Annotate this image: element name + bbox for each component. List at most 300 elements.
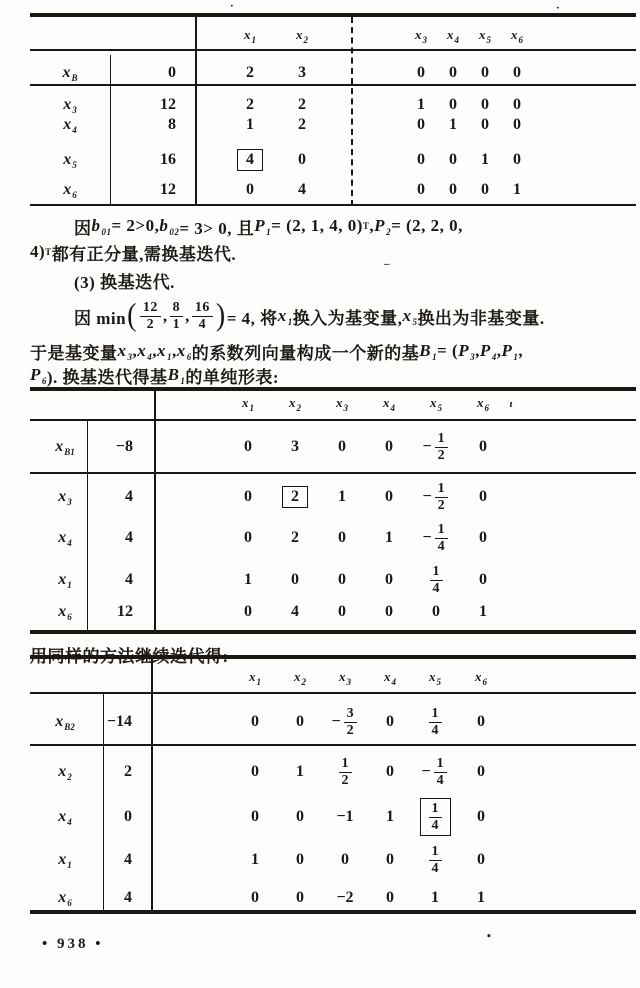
pivot-box <box>237 149 263 171</box>
text-run: = 2>0, <box>111 216 160 235</box>
paragraph-line <box>74 296 636 336</box>
cell-value: − $\frac{1}{4}$ <box>422 522 449 554</box>
cell-value: 2 <box>246 64 254 81</box>
scan-speck: ▪ <box>487 930 491 942</box>
column-header <box>276 24 328 48</box>
table-rule-top <box>30 387 636 391</box>
text-run: = (2, 2, 0, <box>391 216 463 235</box>
table-cell <box>276 795 324 839</box>
pivot-box <box>282 486 308 508</box>
table-rule-header <box>30 692 636 694</box>
math-var: $x_4$ <box>447 27 459 45</box>
row-value: −14 <box>106 713 132 730</box>
superscript: T <box>45 246 52 257</box>
row-value: 4 <box>124 889 132 906</box>
cell-value: 2 <box>298 116 306 133</box>
cell-value: 0 <box>341 851 349 868</box>
table-rule-objective <box>30 744 636 746</box>
math-var: $x_6$ <box>475 669 487 687</box>
math-var: $x_5$ <box>63 150 77 170</box>
math-var: $x_1$ <box>244 27 256 45</box>
text-run: 4) <box>30 242 46 261</box>
cell-value <box>429 800 442 834</box>
text-run: = 4, 将 <box>226 308 278 328</box>
fraction: $\frac{1}{4}$ <box>434 756 447 788</box>
cell-value: 1 <box>449 116 457 133</box>
table-cell <box>411 840 459 880</box>
cell-value: 0 <box>449 151 457 168</box>
text-run: , <box>172 341 177 360</box>
fraction: $\frac{1}{4}$ <box>429 844 442 876</box>
math-var: $x_1$ <box>157 340 172 362</box>
cell-value: 1 <box>481 151 489 168</box>
table-cell <box>365 518 413 558</box>
text-run: = (2, 1, 4, 0) <box>271 216 363 235</box>
table-cell <box>365 598 413 626</box>
column-header <box>224 392 272 416</box>
table-cell <box>224 477 272 517</box>
math-var: $x_3$ <box>339 669 351 687</box>
table-cell <box>231 752 279 792</box>
scan-speck: – <box>384 258 390 270</box>
cell-value: 0 <box>385 438 393 455</box>
table-cell <box>276 702 324 742</box>
table-cell <box>457 752 505 792</box>
table-row <box>0 518 640 558</box>
table-cell <box>321 840 369 880</box>
row-value: 4 <box>125 529 133 546</box>
cell-value: 0 <box>385 571 393 588</box>
cell-value: 1 <box>477 889 485 906</box>
cell-value: 0 <box>432 603 440 620</box>
cell-value: 4 <box>291 603 299 620</box>
cell-value: 0 <box>477 713 485 730</box>
pivot-cell <box>271 477 319 517</box>
fraction: $\frac{1}{2}$ <box>435 431 448 463</box>
math-var: $x_2$ <box>289 395 301 413</box>
row-value: 12 <box>160 96 176 113</box>
big-paren: ( <box>127 297 137 334</box>
math-var: $B_1$ <box>167 364 186 386</box>
text-run: , <box>496 341 502 360</box>
cell-value: 1 <box>296 763 304 780</box>
text-run: = 3> 0, 且 <box>179 218 255 238</box>
fraction: $\frac{1}{4}$ <box>430 564 443 596</box>
cell-value: 1 <box>244 571 252 588</box>
cell-value: 0 <box>386 889 394 906</box>
cell-value: 0 <box>481 96 489 113</box>
table-row <box>0 840 640 880</box>
math-var: $x_3$ <box>415 27 427 45</box>
math-var: $P_6$ <box>30 364 47 386</box>
table-cell <box>321 752 369 792</box>
fraction: $\frac{16}{4}$ <box>192 300 213 332</box>
cell-value: 1 <box>431 889 439 906</box>
row-value: 2 <box>124 763 132 780</box>
cell-value: 0 <box>417 151 425 168</box>
cell-value: 0 <box>481 116 489 133</box>
paragraph-line <box>30 641 636 667</box>
cell-value: 0 <box>513 96 521 113</box>
text-run: 都有正分量,需换基迭代. <box>51 244 237 264</box>
math-var: $P_4$ <box>479 340 497 362</box>
row-label <box>30 58 110 88</box>
table-row <box>0 598 640 626</box>
table-row <box>0 560 640 600</box>
table-cell <box>231 884 279 912</box>
cell-value <box>428 564 445 596</box>
cell-value: 0 <box>338 571 346 588</box>
cell-value: −1 <box>336 808 354 825</box>
cell-value: 0 <box>338 438 346 455</box>
fraction: $\frac{1}{4}$ <box>435 522 448 554</box>
table-cell <box>276 884 324 912</box>
text-run: , <box>518 341 524 360</box>
table-cell <box>457 702 505 742</box>
table-row <box>0 58 640 88</box>
cell-value: 0 <box>449 96 457 113</box>
table-cell <box>276 112 328 138</box>
cell-value: 0 <box>386 851 394 868</box>
row-value: −8 <box>115 438 133 455</box>
row-label <box>30 144 110 176</box>
fraction: $\frac{3}{2}$ <box>344 706 357 738</box>
table-cell <box>366 795 414 839</box>
table-cell <box>366 752 414 792</box>
cell-value: 2 <box>291 529 299 546</box>
math-var: $x_6$ <box>63 180 77 200</box>
math-var: $x_1$ <box>249 669 261 687</box>
text-run: , <box>475 341 480 360</box>
cell-value: 2 <box>246 96 254 113</box>
table-cell <box>224 427 272 467</box>
math-var: $P_1$ <box>254 215 272 237</box>
math-var: $x_3$ <box>117 340 133 362</box>
row-value: 0 <box>168 64 176 81</box>
cell-value: 0 <box>338 529 346 546</box>
table-row <box>0 702 640 742</box>
table-header-row <box>0 24 640 48</box>
fraction: $\frac{1}{2}$ <box>435 481 448 513</box>
math-var: $P_1$ <box>501 340 519 362</box>
table-cell <box>366 702 414 742</box>
cell-value: 3 <box>291 438 299 455</box>
table-rule-top <box>30 655 636 659</box>
text-run: 因 min <box>74 308 127 328</box>
page-number: • 938 • <box>42 936 104 952</box>
row-label <box>35 840 95 880</box>
table-cell <box>224 58 276 88</box>
cell-value: 0 <box>449 181 457 198</box>
table-cell <box>318 518 366 558</box>
math-var: $x_3$ <box>63 95 77 115</box>
cell-value: 0 <box>385 603 393 620</box>
math-var: $P_3$ <box>458 340 476 362</box>
cell-value: 1 <box>417 96 425 113</box>
cell-value: 3 <box>298 64 306 81</box>
table-cell <box>496 112 538 138</box>
math-var: $x_4$ <box>383 395 395 413</box>
table-cell <box>231 702 279 742</box>
math-var: $b_{01}$ <box>91 215 112 237</box>
text-run: 换入为基变量, <box>292 308 403 328</box>
text-run: 的系数列向量构成一个新的基 <box>191 343 420 363</box>
row-label <box>35 702 95 742</box>
cell-value: 2 <box>291 488 299 505</box>
math-var: $x_5$ <box>479 27 491 45</box>
cell-value: 0 <box>481 181 489 198</box>
table-header-row <box>0 666 640 690</box>
math-var: $x_5$ <box>429 669 441 687</box>
row-value: 4 <box>125 571 133 588</box>
row-value: 4 <box>124 851 132 868</box>
cell-value: 0 <box>479 438 487 455</box>
table-cell <box>276 144 328 176</box>
cell-value: 1 <box>251 851 259 868</box>
cell-value: − $\frac{1}{2}$ <box>422 431 449 463</box>
cell-value: 1 <box>386 808 394 825</box>
column-header <box>318 392 366 416</box>
text-run <box>30 642 229 667</box>
cell-value: 0 <box>244 438 252 455</box>
fraction: $\frac{8}{1}$ <box>170 300 184 332</box>
text-run: , <box>369 216 375 235</box>
table-cell <box>318 598 366 626</box>
table-row <box>0 795 640 839</box>
column-header <box>459 392 507 416</box>
table-cell <box>224 112 276 138</box>
table-cell <box>321 884 369 912</box>
table-cell <box>366 884 414 912</box>
cell-value: 0 <box>477 851 485 868</box>
cell-value: 0 <box>296 808 304 825</box>
math-var: $x_2$ <box>294 669 306 687</box>
math-var: $x_5$ <box>430 395 442 413</box>
math-var: $x_6$ <box>58 888 72 908</box>
math-var: $x_{B2}$ <box>55 712 75 732</box>
cell-value: 1 <box>479 603 487 620</box>
table-cell <box>412 518 460 558</box>
math-var: $x_2$ <box>296 27 308 45</box>
column-header <box>412 392 460 416</box>
cell-value: 0 <box>251 808 259 825</box>
table-cell <box>224 177 276 203</box>
cell-value: 0 <box>477 808 485 825</box>
table-cell <box>412 598 460 626</box>
table-row <box>0 427 640 467</box>
table-cell <box>365 560 413 600</box>
cell-value: 0 <box>244 488 252 505</box>
math-var: $x_5$ <box>402 305 418 327</box>
table-cell <box>457 795 505 839</box>
row-value: 16 <box>160 151 176 168</box>
cell-value: 0 <box>296 851 304 868</box>
table-cell <box>411 702 459 742</box>
cell-value: 4 <box>298 181 306 198</box>
row-value: 8 <box>168 116 176 133</box>
text-run: (3) 换基迭代. <box>74 272 175 292</box>
table-header-row <box>0 392 640 416</box>
cell-value: 0 <box>251 763 259 780</box>
row-value: 4 <box>125 488 133 505</box>
cell-value: 4 <box>246 151 254 168</box>
table-row <box>0 112 640 138</box>
table-rule-objective <box>30 472 636 474</box>
scan-speck: · <box>230 0 234 12</box>
table-cell <box>224 598 272 626</box>
cell-value: 0 <box>386 713 394 730</box>
column-header <box>496 24 538 48</box>
math-var: $x_4$ <box>384 669 396 687</box>
table-cell <box>366 840 414 880</box>
math-var: $x_4$ <box>137 340 153 362</box>
table-cell <box>271 560 319 600</box>
scan-stray-mark: ɩ <box>509 398 513 410</box>
text-run: 于是基变量 <box>30 343 118 363</box>
math-var: $x_1$ <box>58 850 72 870</box>
table-cell <box>411 884 459 912</box>
math-var: $x_3$ <box>58 487 72 507</box>
table-cell <box>412 477 460 517</box>
table-cell <box>271 518 319 558</box>
table-cell <box>318 560 366 600</box>
paragraph-line <box>30 338 636 364</box>
cell-value: 0 <box>298 151 306 168</box>
cell-value: 0 <box>296 713 304 730</box>
superscript: T <box>362 220 370 231</box>
math-var: $x_6$ <box>511 27 523 45</box>
table-cell <box>459 427 507 467</box>
cell-value: 0 <box>244 529 252 546</box>
cell-value: 2 <box>298 96 306 113</box>
cell-value: 0 <box>244 603 252 620</box>
cell-value: 0 <box>477 763 485 780</box>
table-cell <box>276 177 328 203</box>
math-var: $P_2$ <box>374 215 392 237</box>
cell-value: − $\frac{1}{2}$ <box>422 481 449 513</box>
paragraph-line <box>30 362 636 388</box>
row-value: 12 <box>117 603 133 620</box>
table-cell <box>457 840 505 880</box>
table-rule-bottom <box>30 204 636 206</box>
cell-value: − $\frac{1}{4}$ <box>421 756 448 788</box>
table-cell <box>412 560 460 600</box>
text-run: , <box>132 341 138 360</box>
paragraph-line <box>74 213 636 239</box>
column-header <box>366 666 414 690</box>
cell-value: 0 <box>385 488 393 505</box>
column-header <box>224 24 276 48</box>
row-label <box>30 112 110 138</box>
row-value: 0 <box>124 808 132 825</box>
table-cell <box>496 144 538 176</box>
text-run: , <box>162 306 168 325</box>
math-var: $x_6$ <box>477 395 489 413</box>
math-var: $x_2$ <box>58 762 72 782</box>
cell-value: 0 <box>479 488 487 505</box>
row-label <box>35 752 95 792</box>
table-cell <box>271 598 319 626</box>
table-cell <box>412 427 460 467</box>
text-run: 的单纯形表: <box>185 367 280 387</box>
cell-value: 1 <box>385 529 393 546</box>
table-cell <box>231 840 279 880</box>
cell-value: 0 <box>291 571 299 588</box>
math-var: $x_1$ <box>58 570 72 590</box>
math-var: $B_1$ <box>419 340 438 362</box>
table-rule-top <box>30 13 636 17</box>
math-var: $b_{02}$ <box>159 215 180 237</box>
fraction: $\frac{12}{2}$ <box>140 300 161 332</box>
scan-speck: · <box>556 2 560 14</box>
text-run: , <box>152 341 157 360</box>
cell-value: 0 <box>251 713 259 730</box>
fraction: $\frac{1}{4}$ <box>429 801 442 833</box>
column-header <box>231 666 279 690</box>
table-cell <box>271 427 319 467</box>
table-cell <box>411 752 459 792</box>
cell-value: 0 <box>479 571 487 588</box>
table-cell <box>365 477 413 517</box>
table-row <box>0 144 640 176</box>
cell-value: − $\frac{3}{2}$ <box>331 706 358 738</box>
table-cell <box>365 427 413 467</box>
table-cell <box>459 598 507 626</box>
table-cell <box>318 427 366 467</box>
column-header <box>411 666 459 690</box>
cell-value: 0 <box>479 529 487 546</box>
table-rule-header <box>30 419 636 421</box>
text-run: = ( <box>437 341 459 360</box>
cell-value: 0 <box>481 64 489 81</box>
pivot-cell <box>224 144 276 176</box>
table-cell <box>496 58 538 88</box>
cell-value: 0 <box>296 889 304 906</box>
math-var: $x_4$ <box>58 528 72 548</box>
cell-value: 1 <box>338 488 346 505</box>
cell-value: 0 <box>513 64 521 81</box>
row-value: 12 <box>160 181 176 198</box>
paragraph-line <box>30 239 636 265</box>
cell-value: 0 <box>386 763 394 780</box>
table-row <box>0 177 640 203</box>
text-run: 因 <box>74 218 92 238</box>
cell-value: 0 <box>417 181 425 198</box>
text-run: , <box>185 306 190 325</box>
math-var: $x_3$ <box>336 395 348 413</box>
fraction: $\frac{1}{2}$ <box>339 756 352 788</box>
cell-value: 0 <box>513 116 521 133</box>
math-var: $x_B$ <box>62 63 78 83</box>
math-var: $x_6$ <box>58 602 72 622</box>
cell-value <box>427 844 444 876</box>
table-cell <box>231 795 279 839</box>
table-row <box>0 752 640 792</box>
cell-value: 0 <box>417 64 425 81</box>
table-cell <box>276 58 328 88</box>
pivot-box <box>420 798 451 836</box>
pivot-cell <box>411 795 459 839</box>
cell-value: 0 <box>417 116 425 133</box>
math-var: $x_1$ <box>277 305 293 327</box>
column-header <box>365 392 413 416</box>
column-header <box>457 666 505 690</box>
cell-value: 0 <box>246 181 254 198</box>
table-cell <box>459 560 507 600</box>
table-rule-bottom <box>30 630 636 634</box>
table-row <box>0 884 640 912</box>
math-var: $x_4$ <box>63 115 77 135</box>
